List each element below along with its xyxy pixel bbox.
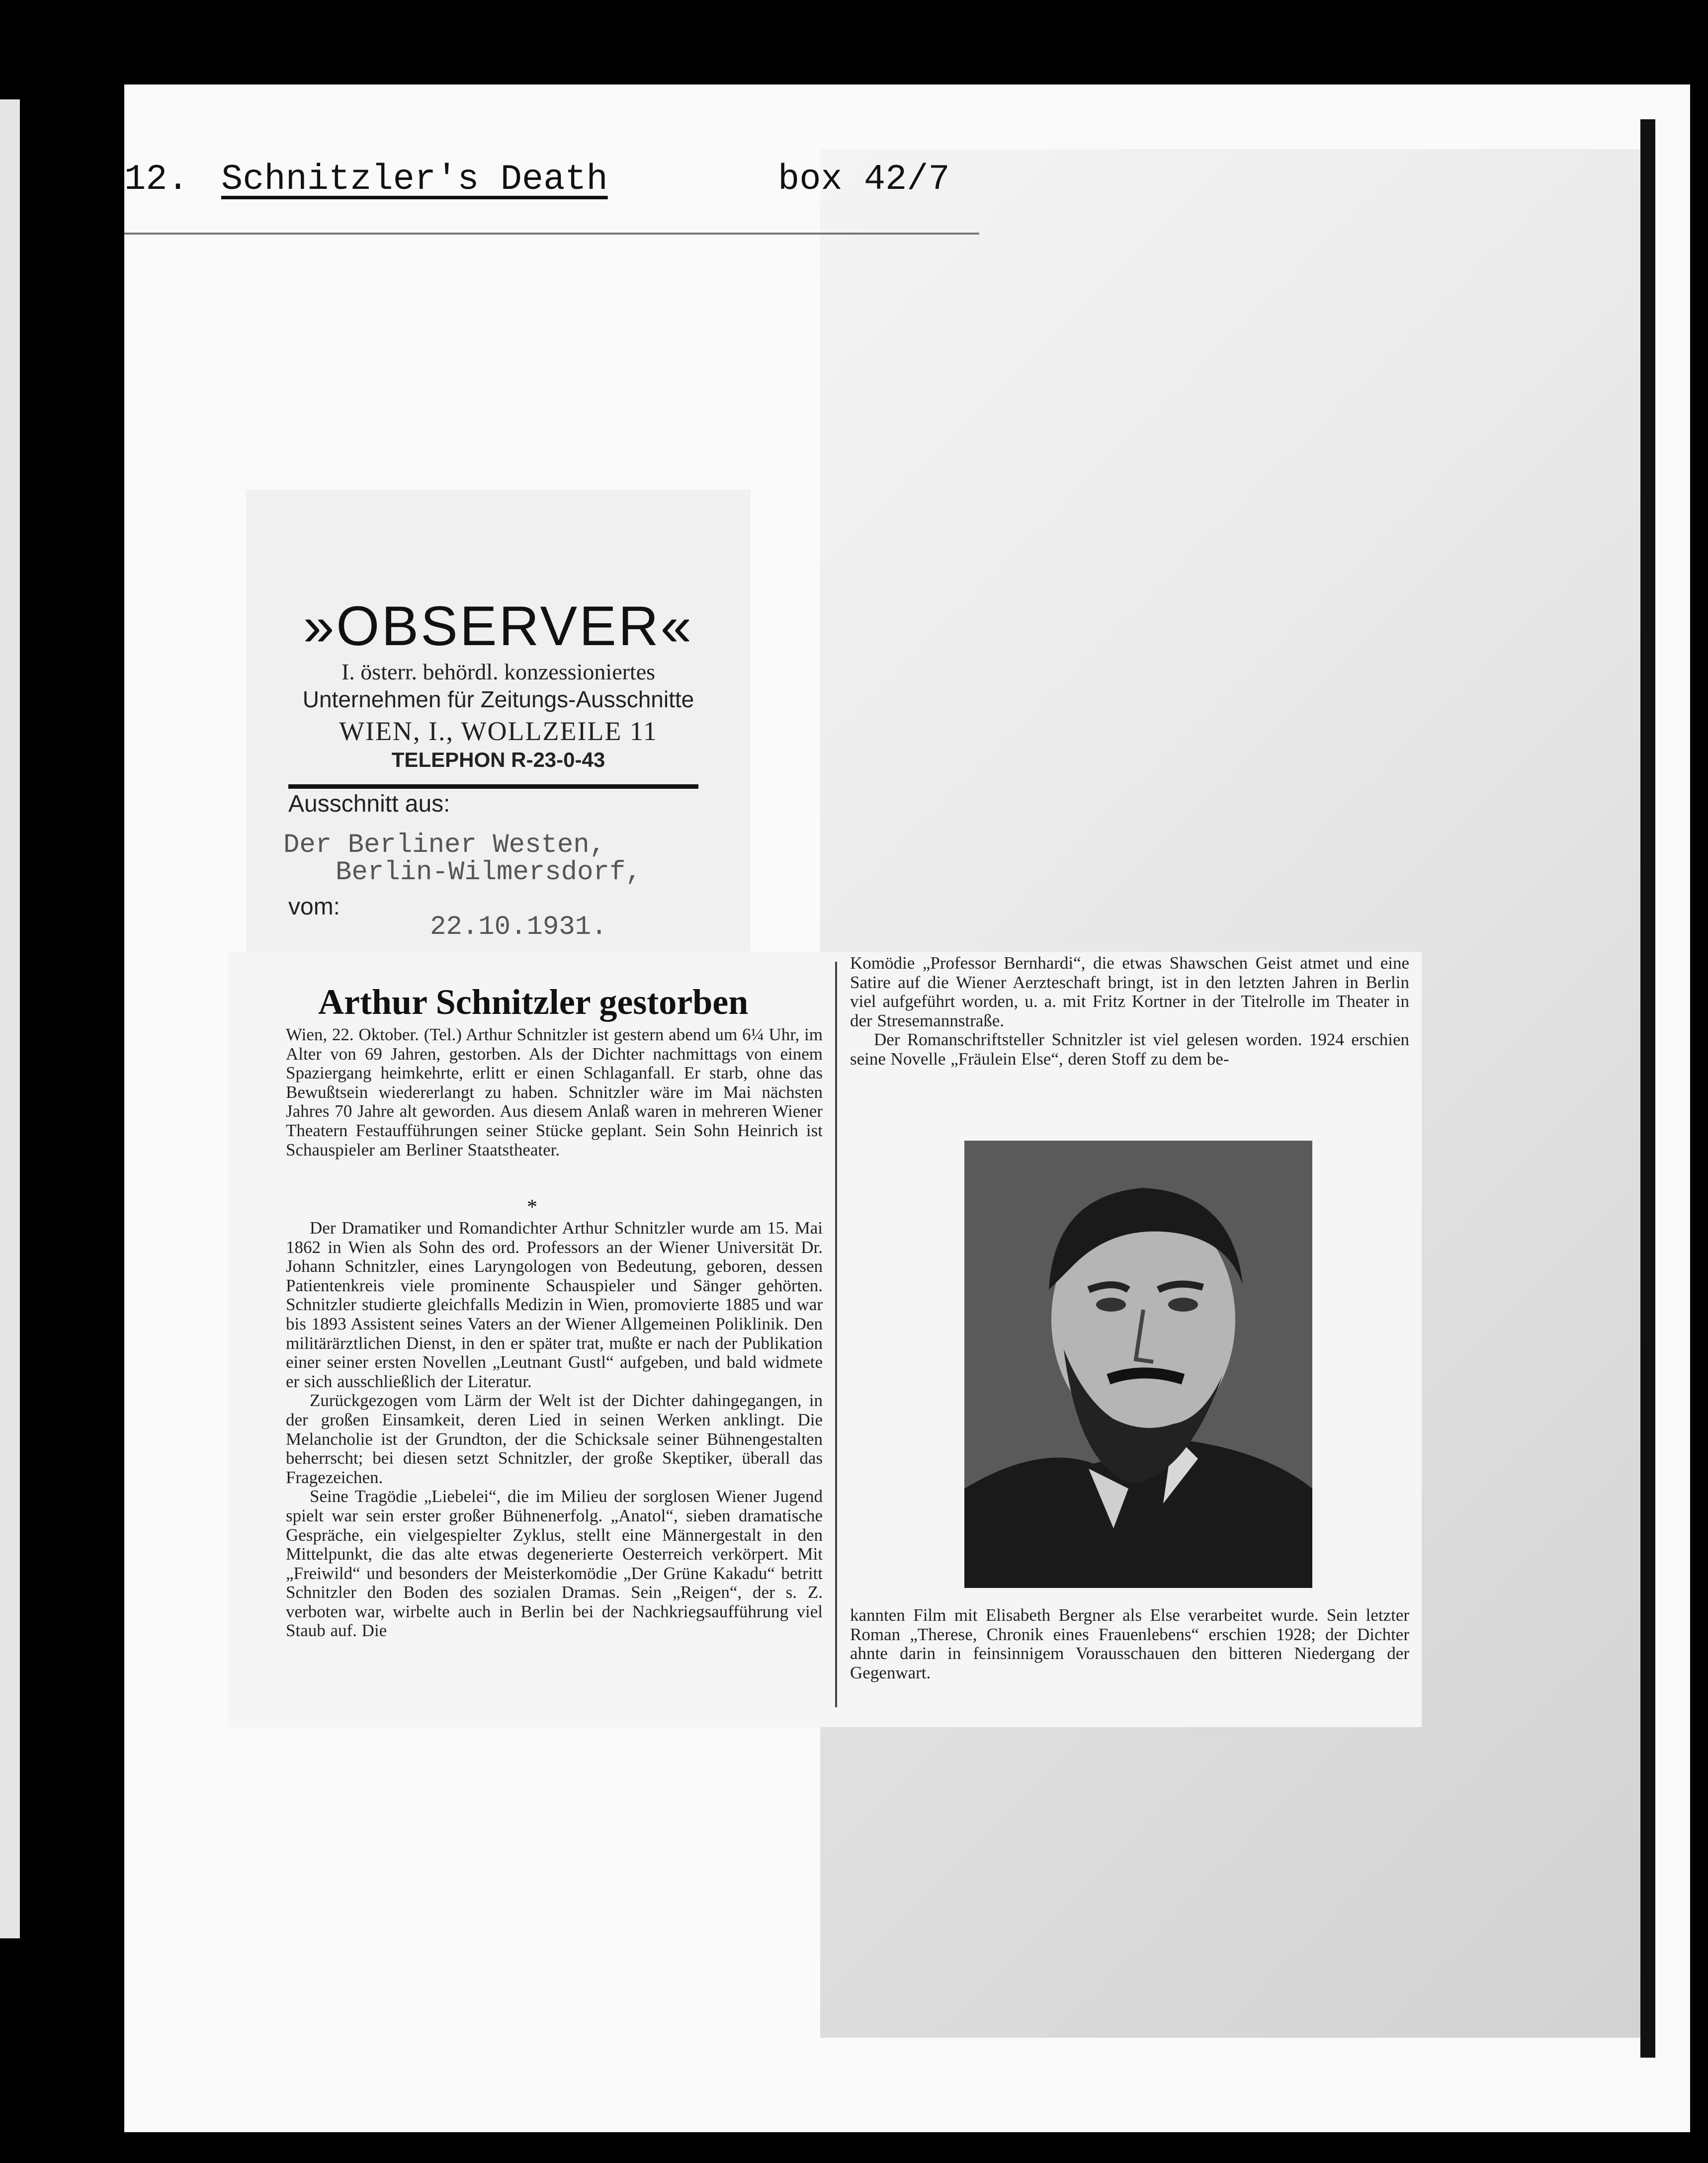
clipping-date-label: vom: [288,894,341,920]
folder-title: Schnitzler's Death [221,159,608,200]
header-rule [124,233,979,235]
observer-brand: »OBSERVER« [303,595,693,657]
clipping-source-line1: Der Berliner Westen, [283,830,606,860]
article-right-column-top [850,954,1409,1069]
article-right-top-2: Der Romanschriftsteller Schnitzler ist viel gelesen worden. 1924 erschien seine Novelle „Fräulein Else“, deren Stoff zu dem be- [850,1030,1409,1069]
observer-phone: TELEPHON R-23-0-43 [391,748,605,771]
article-right-column-bottom [850,1606,1409,1682]
folder-box-label: box 42/7 [778,159,950,200]
observer-line2: Unternehmen für Zeitungs-Ausschnitte [302,686,694,712]
adjacent-page-edge [0,99,20,1938]
observer-address: WIEN, I., WOLLZEILE 11 [339,716,658,746]
article-intro: Wien, 22. Oktober. (Tel.) Arthur Schnitzler ist gestern abend um 6¼ Uhr, im Alter von 69 Jahren, gestorben. Als der Dichter nachmittags von einem Spaziergang heimkehrte, erlitt er einen Schlaganfall. Er starb, ohne das Bewußtsein wiedererlangt zu haben. Schnitzler wäre im Mai nächsten Jahres 70 Jahre alt geworden. Aus diesem Anlaß waren in mehreren Wiener Theatern Festaufführungen seiner Stücke geplant. Sein Sohn Heinrich ist Schauspieler am Berliner Staatstheater. [286,1025,823,1160]
article-paragraph-2: Zurückgezogen vom Lärm der Welt ist der Dichter dahingegangen, in der großen Einsamkeit, deren Lied in seinen Werken anklingt. Die Melancholie ist der Grundton, der die Schicksale seiner Bühnengestalten beherrscht; bei diesen setzt Schnitzler, der große Skeptiker, überall das Fragezeichen. [286,1391,823,1487]
article-headline: Arthur Schnitzler gestorben [318,982,749,1022]
column-divider [835,962,837,1707]
observer-line1: I. österr. behördl. konzessioniertes [341,659,656,684]
sheet-right-edge [1640,119,1655,2058]
clipping-source-label: Ausschnitt aus: [288,791,450,817]
newspaper-clipping [229,952,1422,1727]
observer-rule [288,784,698,789]
folder-number: 12. [124,159,189,200]
portrait-drawing [964,1141,1312,1588]
article-right-bottom: kannten Film mit Elisabeth Bergner als Else verarbeitet wurde. Sein letzter Roman „Therese, Chronik eines Frauenlebens“ erschien 1928; der Dichter ahnte darin in feinsinnigem Vorausschauen den bitteren Niedergang der Gegenwart. [850,1605,1409,1682]
observer-slip [246,490,751,959]
article-right-top: Komödie „Professor Bernhardi“, die etwas Shawschen Geist atmet und eine Satire auf die Wiener Aerzteschaft bringt, ist in den letzten Jahren in Berlin viel aufgeführt worden, u. a. mit Fritz Kortner in der Titelrolle im Theater in der Stresemannstraße. [850,953,1409,1030]
article-paragraph-1: Der Dramatiker und Romandichter Arthur Schnitzler wurde am 15. Mai 1862 in Wien als Sohn des ord. Professors an der Wiener Universität Dr. Johann Schnitzler, eines Laryngologen von Bedeutung, geboren, dessen Patientenkreis viele prominente Schauspieler und Sänger gehörten. Schnitzler studierte gleichfalls Medizin in Wien, promovierte 1885 und war bis 1893 Assistent seines Vaters an der Wiener Allgemeinen Poliklinik. Den militärärztlichen Dienst, in den er später trat, mußte er nach der Publikation einer seiner ersten Novellen „Leutnant Gustl“ aufgeben, und bald widmete er sich ausschließlich der Literatur. [286,1218,823,1391]
clipping-source-line2: Berlin-Wilmersdorf, [336,857,642,888]
article-left-column-bottom [286,1219,823,1641]
clipping-date: 22.10.1931. [430,912,607,942]
schnitzler-portrait [964,1141,1312,1588]
section-separator: * [527,1196,537,1219]
article-left-column-top [286,1025,823,1160]
article-paragraph-3: Seine Tragödie „Liebelei“, die im Milieu der sorglosen Wiener Jugend spielt war sein erster großer Bühnenerfolg. „Anatol“, sieben dramatische Gespräche, ein vielgespielter Zyklus, stellt eine Männergestalt in den Mittelpunkt, die das alte etwas degenerierte Oesterreich verkörpert. Mit „Freiwild“ und besonders der Meisterkomödie „Der Grüne Kakadu“ betritt Schnitzler den Boden des sozialen Dramas. Sein „Reigen“, der s. Z. verboten war, wirbelte auch in Berlin bei der Nachkriegsaufführung viel Staub auf. Die [286,1487,823,1641]
